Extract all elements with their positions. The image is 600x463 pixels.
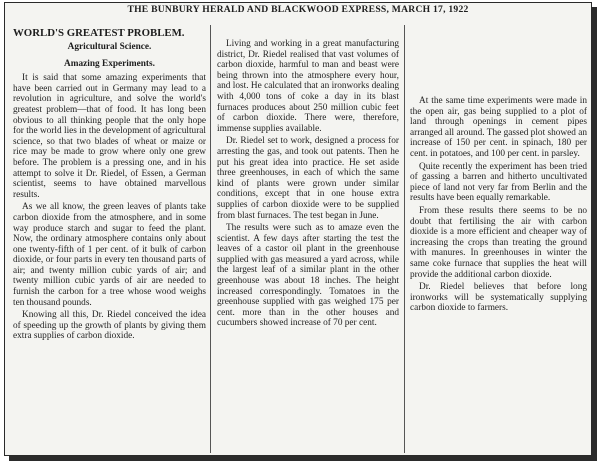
paragraph: Dr. Riedel believes that before long ironworks will be systematically supplying carbon dioxide to farmers.: [410, 282, 587, 314]
paragraph: From these results there seems to be no doubt that fertilising the air with carbon dioxide is a more efficient and cheaper way of increasing the crops than treating the ground with manures. In greenhouses in winter the same coke furnace that supplies the heat will provide the additional carbon dioxide.: [410, 205, 587, 280]
paragraph: Quite recently the experiment has been tried of gassing a barren and hitherto uncultivated piece of land not very far from Berlin and the results have been equally remarkable.: [410, 161, 587, 204]
masthead: THE BUNBURY HERALD AND BLACKWOOD EXPRESS, MARCH 17, 1922: [127, 4, 469, 15]
section-heading: Amazing Experiments.: [64, 58, 155, 69]
column-rule: [210, 25, 211, 453]
paragraph: The results were such as to amaze even the scientist. A few days after starting the test the leaves of a castor oil plant in the greenhouse supplied with gas measured a yard across, while the largest leaf of a similar plant in the other greenhouse was about 18 inches. The height increased correspondingly. Tomatoes in the greenhouse supplied with gas weighed 175 per cent. more than in the other houses and cucumbers showed increase of 70 per cent.: [217, 223, 399, 329]
paragraph: Dr. Riedel set to work, designed a process for arresting the gas, and took out patents. Then he put his great idea into practice. He set aside three greenhouses, in each of which the same kind of plants were grown under similar conditions, except that in one house extra supplies of carbon dioxide were to be supplied from blast furnaces. The test began in June.: [217, 136, 399, 221]
paragraph: As we all know, the green leaves of plants take carbon dioxide from the atmosphere, and in some way produce starch and sugar to feed the plant. Now, the ordinary atmosphere contains only about one twenty-fifth of 1 per cent. of it bulk of carbon dioxide, or four parts in every ten thousand parts of air; and twenty million cubic yards of air; and twenty million cubic yards of air are needed to furnish the carbon for a tree whose wood weighs ten thousand pounds.: [13, 202, 206, 308]
column-2: [217, 39, 399, 453]
column-3: [410, 96, 587, 453]
paragraph: At the same time experiments were made in the open air, gas being supplied to a plot of land through openings in cement pipes arranged all around. The gassed plot showed an increase of 150 per cent. in spinach, 180 per cent. in potatoes, and 100 per cent. in parsley.: [410, 96, 587, 159]
subheading: Agricultural Science.: [67, 42, 152, 52]
column-1: [13, 27, 206, 453]
newspaper-clipping: [4, 2, 592, 456]
paragraph: Living and working in a great manufacturing district, Dr. Riedel realised that vast volumes of carbon dioxide, harmful to man and beast were being thrown into the atmosphere every hour, and lost. He calculated that an ironworks dealing with 4,000 tons of coke a day in its blast furnaces produces about 250 million cubic feet of carbon dioxide. There were, therefore, immense supplies available.: [217, 39, 399, 134]
headline: WORLD'S GREATEST PROBLEM.: [13, 27, 185, 39]
paragraph: It is said that some amazing experiments that have been carried out in Germany may lead to a revolution in agriculture, and solve the world's greatest problem—that of food. It has long been obvious to all thinking people that the only hope for the world lies in the development of agricultural science, so that two blades of wheat or maize or rice may be made to grow where only one grew before. The problem is a pressing one, and in his attempt to solve it Dr. Riedel, of Essen, a German scientist, seems to have obtained marvellous results.: [13, 73, 206, 200]
paragraph: Knowing all this, Dr. Riedel conceived the idea of speeding up the growth of plants by giving them extra supplies of carbon dioxide.: [13, 310, 206, 342]
column-rule: [404, 25, 405, 453]
